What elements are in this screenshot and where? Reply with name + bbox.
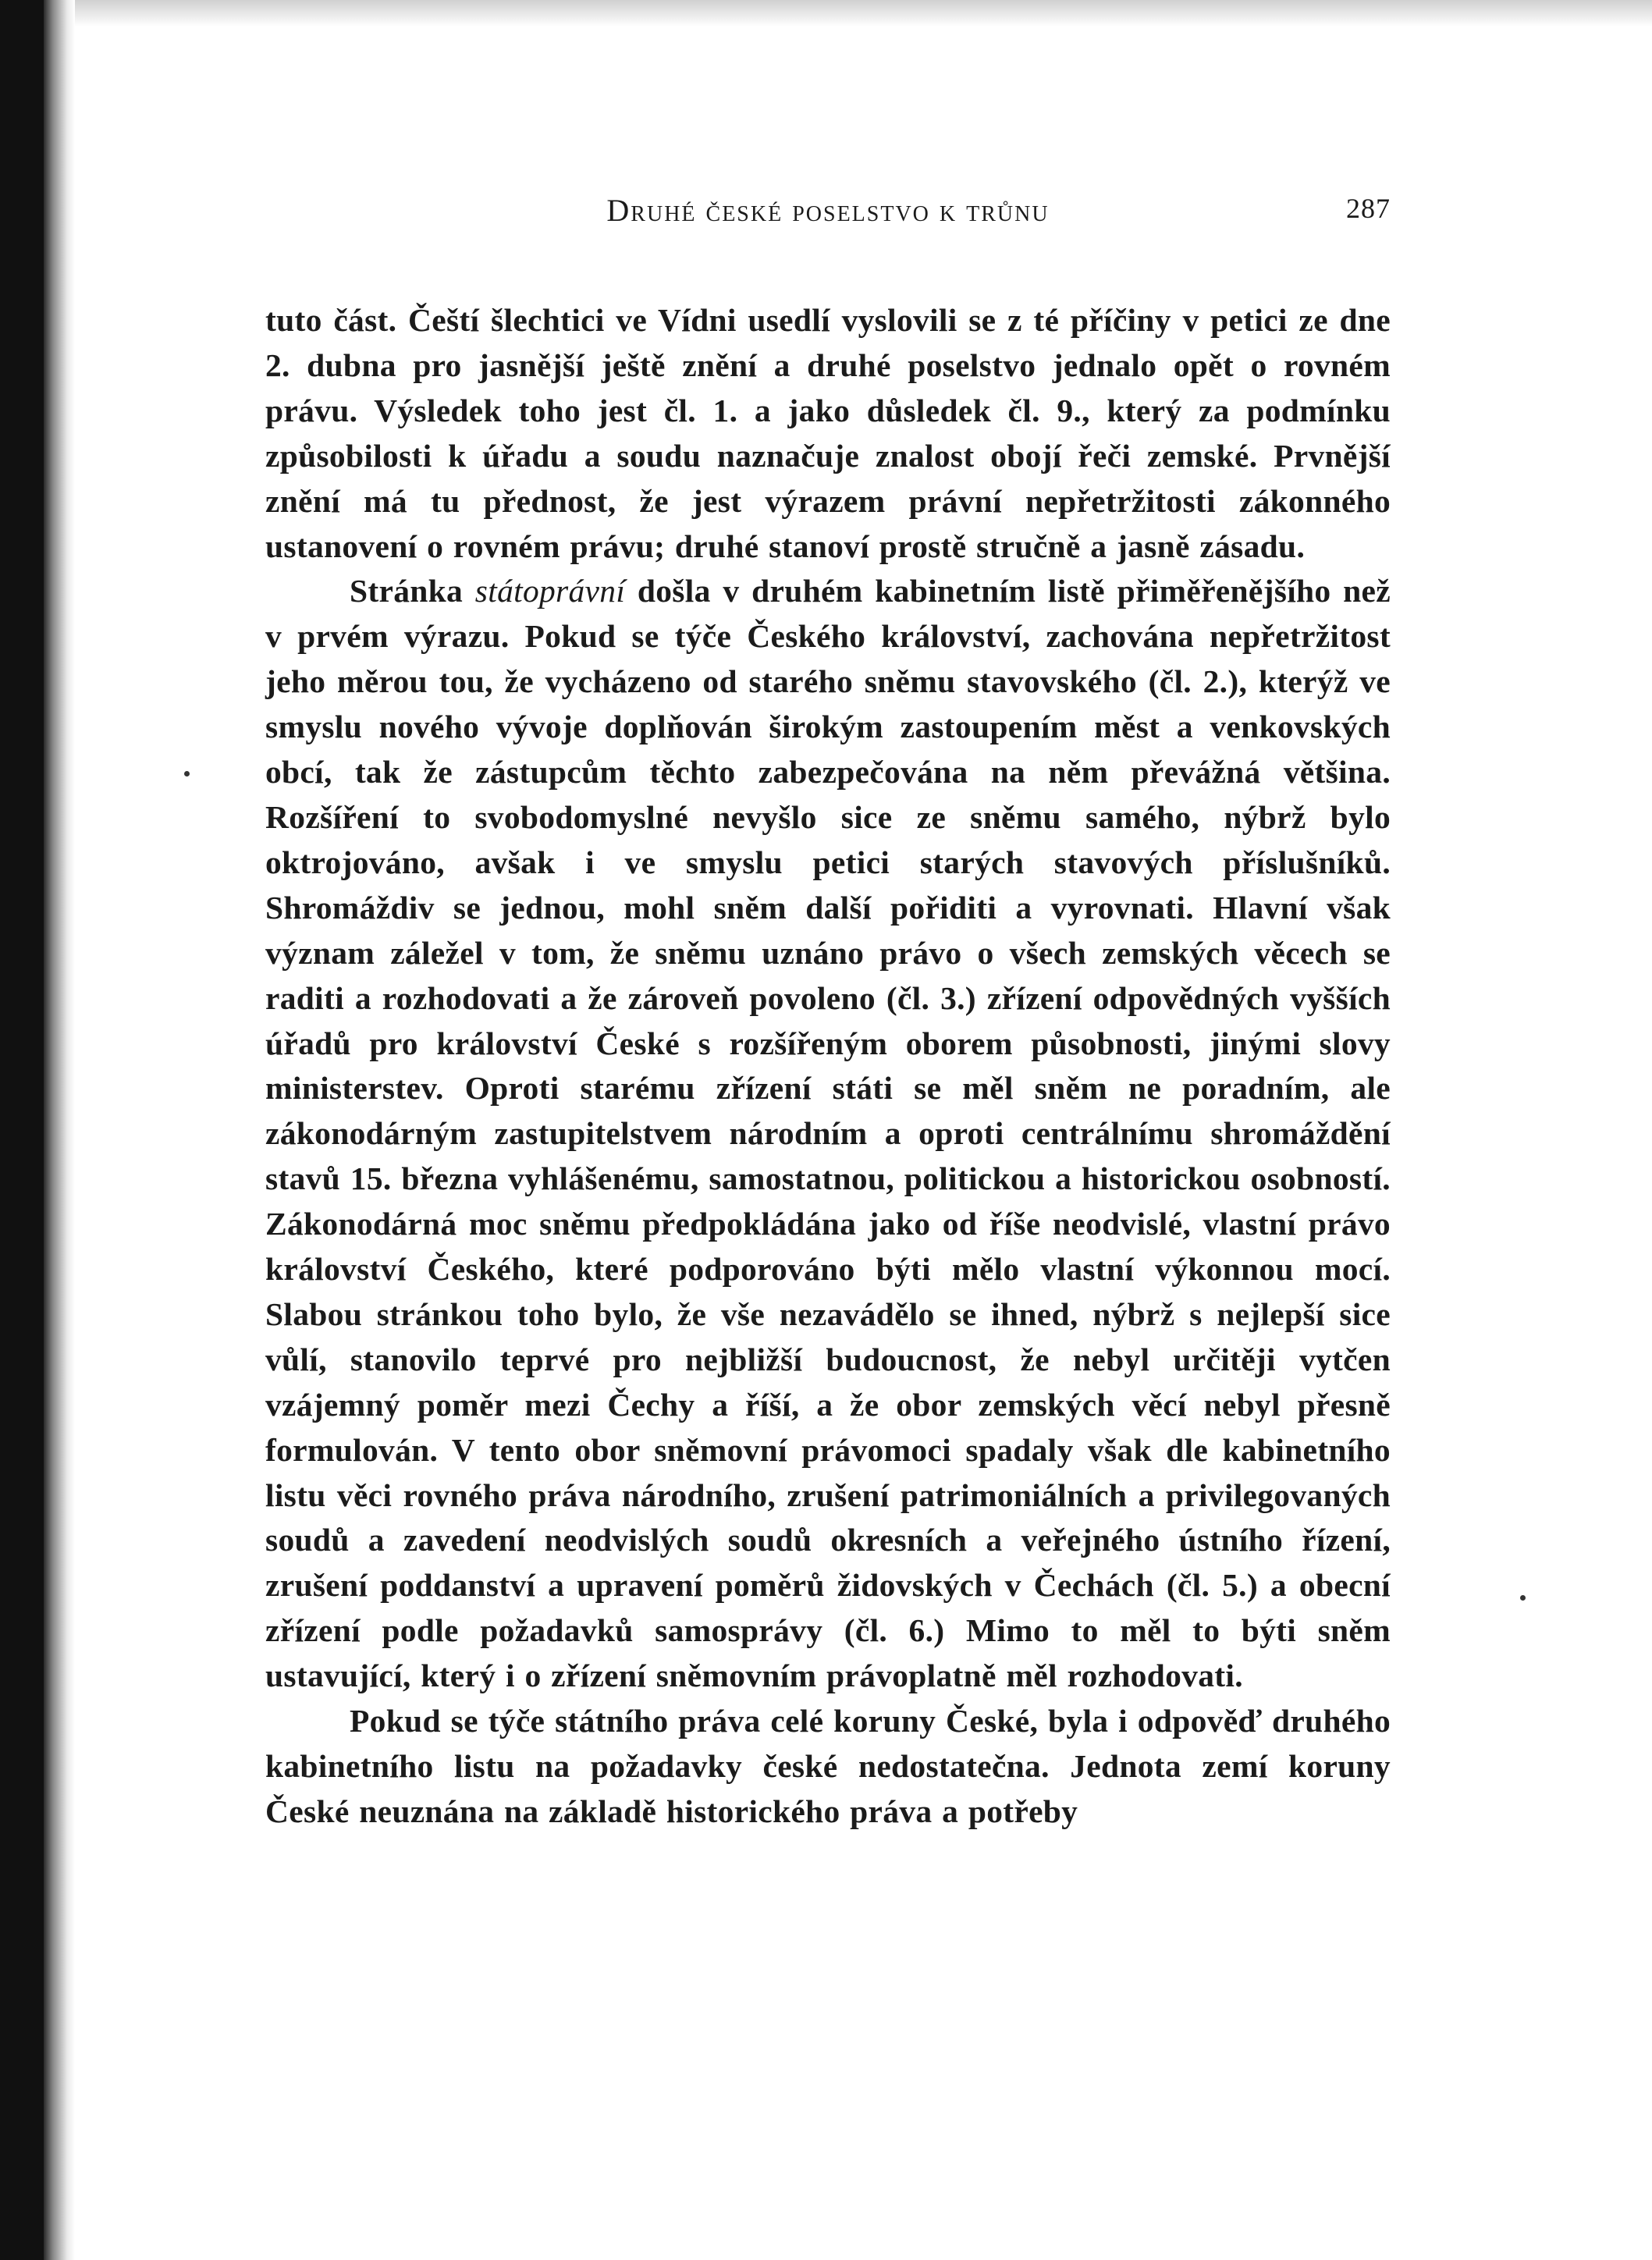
body-text (265, 298, 1391, 1835)
running-head (265, 181, 1391, 236)
paragraph-text: došla v druhém kabinetním listě přiměřenějšího než v prvém výrazu. Pokud se týče Českého království, zachována nepřetržitost jeho měrou tou, že vycházeno od starého sněmu stavovského (čl. 2.), kterýž ve smyslu nového vývoje doplňován širokým zastoupením měst a venkovských obcí, tak že zástupcům těchto zabezpečována na něm převážná většina. Rozšíření to svobodomyslné nevyšlo sice ze sněmu samého, nýbrž bylo oktrojováno, avšak i ve smyslu petici starých stavových příslušníků. Shromáždiv se jednou, mohl sněm další pořiditi a vyrovnati. Hlavní však význam záležel v tom, že sněmu uznáno právo o všech zemských věcech se raditi a rozhodovati a že zároveň povoleno (čl. 3.) zřízení odpovědných vyšších úřadů pro království České s rozšířeným oborem působnosti, jinými slovy ministerstev. Oproti starému zřízení státi se měl sněm ne poradním, ale zákonodárným zastupitelstvem národním a oproti centrálnímu shromáždění stavů 15. března vyhlášenému, samostatnou, politickou a historickou osobností. Zákonodárná moc sněmu předpokládána jako od říše neodvislé, vlastní právo království Českého, které podporováno býti mělo vlastní výkonnou mocí. Slabou stránkou toho bylo, že vše nezavádělo se ihned, nýbrž s nejlepší sice vůlí, stanovilo teprvé pro nejbližší budoucnost, že nebyl určitěji vytčen vzájemný poměr mezi Čechy a říší, a že obor zemských věcí nebyl přesně formulován. V tento obor sněmovní právomoci spadaly však dle kabinetního listu věci rovného práva národního, zrušení patrimoniálních a privilegovaných soudů a zavedení neodvislých soudů okresních a veřejného ústního řízení, zrušení poddanství a upravení poměrů židovských v Čechách (čl. 5.) a obecní zřízení podle požadavků samosprávy (čl. 6.) Mimo to měl to býti sněm ustavující, který i o zřízení sněmovním právoplatně měl rozhodovati. (265, 573, 1391, 1694)
paragraph-text: Pokud se týče státního práva celé koruny České, byla i odpověď druhého kabinetního listu na požadavky české nedostatečna. Jednota zemí koruny České neuznána na základě historického práva a potřeby (265, 1703, 1391, 1829)
emphasized-text: státoprávní (474, 573, 626, 609)
margin-speck-left (184, 771, 190, 776)
paragraph (265, 1699, 1391, 1835)
running-head-title: Druhé české poselstvo k trůnu (606, 193, 1050, 228)
book-binding-edge (0, 0, 44, 2260)
paragraph (265, 569, 1391, 1699)
book-gutter-shadow (44, 0, 75, 2260)
margin-speck-right (1520, 1595, 1526, 1601)
paragraph-text: Stránka (350, 573, 475, 609)
page-number: 287 (1346, 193, 1391, 224)
paragraph (265, 298, 1391, 569)
top-edge-shadow (75, 0, 1652, 27)
book-page (265, 181, 1391, 1835)
paragraph-text: tuto část. Čeští šlechtici ve Vídni usedlí vyslovili se z té příčiny v petici ze dne 2. dubna pro jasnější ještě znění a druhé poselstvo jednalo opět o rovném právu. Výsledek toho jest čl. 1. a jako důsledek čl. 9., který za podmínku způsobilosti k úřadu a soudu naznačuje znalost obojí řeči zemské. Prvnější znění má tu přednost, že jest výrazem právní nepřetržitosti zákonného ustanovení o rovném právu; druhé stanoví prostě stručně a jasně zásadu. (265, 302, 1391, 564)
